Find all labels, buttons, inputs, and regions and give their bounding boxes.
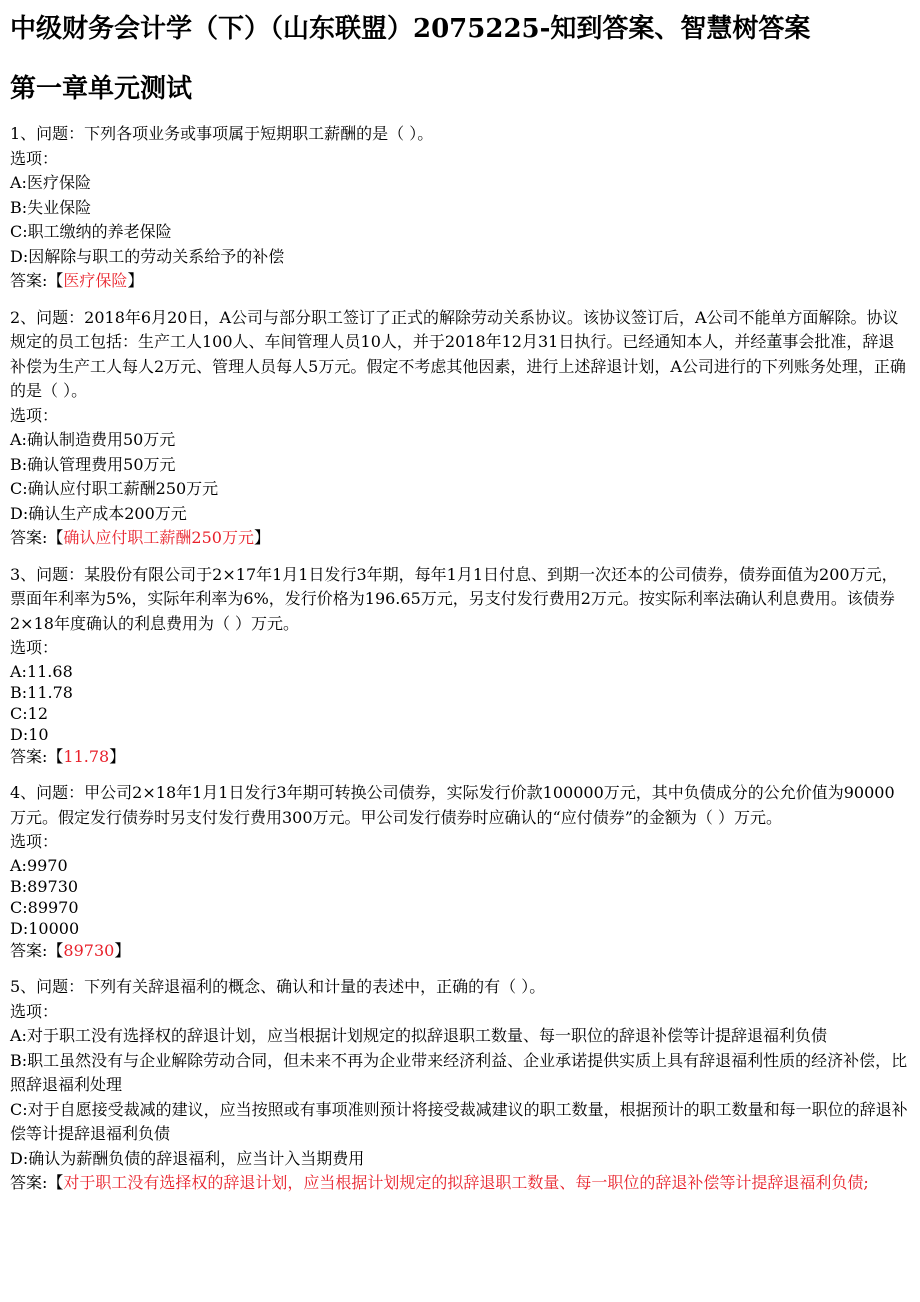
- answer-value: 89730: [63, 940, 115, 960]
- document-title: 中级财务会计学（下）（山东联盟）2075225-知到答案、智慧树答案: [10, 14, 811, 44]
- option-item: B:89730: [10, 876, 79, 896]
- question-block: [10, 563, 910, 770]
- answer-line: [10, 269, 910, 294]
- question-stem: 2、问题：2018年6月20日，A公司与部分职工签订了正式的解除劳动关系协议。该协议签订后，A公司不能单方面解除。协议规定的员工包括：生产工人100人、车间管理人员10人，并于2018年12月31日执行。已经通知本人，并经董事会批准，辞退补偿为生产工人每人2万元、管理人员每人5万元。假定不考虑其他因素，进行上述辞退计划，A公司进行的下列账务处理，正确的是（ ）。: [10, 307, 906, 400]
- answer-label: 答案:: [10, 1173, 48, 1192]
- option-item: A:确认制造费用50万元: [10, 430, 176, 449]
- option-item: B:失业保险: [10, 197, 92, 217]
- options-label: 选项：: [10, 832, 59, 851]
- option-item: C:对于自愿接受裁减的建议，应当按照或有事项准则预计将接受裁减建议的职工数量，根据预计的职工数量和每一职位的辞退补偿等计提辞退福利负债: [10, 1099, 908, 1143]
- answer-label: 答案:: [10, 528, 48, 547]
- answer-close-bracket: 】: [114, 940, 131, 960]
- options-label: 选项：: [10, 148, 59, 168]
- answer-close-bracket: 】: [127, 271, 144, 290]
- answer-open-bracket: 【: [47, 940, 64, 960]
- question-block: [10, 975, 910, 1196]
- question-stem: 5、问题：下列有关辞退福利的概念、确认和计量的表述中，正确的有（ ）。: [10, 977, 546, 996]
- question-block: [10, 781, 910, 963]
- option-item: A:医疗保险: [10, 173, 91, 192]
- answer-close-bracket: 】: [253, 528, 270, 547]
- option-item: C:12: [10, 703, 48, 723]
- option-item: A:对于职工没有选择权的辞退计划，应当根据计划规定的拟辞退职工数量、每一职位的辞退补偿等计提辞退福利负债: [10, 1026, 827, 1045]
- answer-line: [10, 939, 910, 964]
- answer-value: 11.78: [63, 746, 110, 766]
- option-item: D:确认生产成本200万元: [10, 503, 187, 523]
- answer-line: [10, 1171, 910, 1196]
- answer-open-bracket: 【: [47, 1173, 64, 1192]
- question-stem: 1、问题：下列各项业务或事项属于短期职工薪酬的是（ ）。: [10, 124, 434, 143]
- answer-line: [10, 745, 910, 770]
- answer-value: 对于职工没有选择权的辞退计划，应当根据计划规定的拟辞退职工数量、每一职位的辞退补偿等计提辞退福利负债;: [63, 1173, 869, 1192]
- option-item: D:10: [10, 724, 49, 744]
- option-item: A:11.68: [10, 661, 73, 681]
- answer-open-bracket: 【: [47, 528, 64, 547]
- answer-line: [10, 526, 910, 551]
- question-stem: 4、问题：甲公司2×18年1月1日发行3年期可转换公司债券，实际发行价款100000万元，其中负债成分的公允价值为90000万元。假定发行债券时另支付发行费用300万元。甲公司发行债券时应确认的“应付债券”的金额为（ ）万元。: [10, 783, 895, 827]
- answer-value: 确认应付职工薪酬250万元: [63, 528, 254, 547]
- option-item: C:职工缴纳的养老保险: [10, 222, 172, 241]
- question-stem: 3、问题：某股份有限公司于2×17年1月1日发行3年期，每年1月1日付息、到期一次还本的公司债券，债券面值为200万元，票面年利率为5%，实际年利率为6%，发行价格为196.65万元，另支付发行费用2万元。按实际利率法确认利息费用。该债券2×18年度确认的利息费用为（ ）万元。: [10, 564, 898, 633]
- answer-close-bracket: 】: [109, 746, 126, 766]
- options-label: 选项：: [10, 638, 59, 657]
- option-item: B:确认管理费用50万元: [10, 454, 176, 474]
- option-item: C:89970: [10, 897, 79, 917]
- options-label: 选项：: [10, 405, 59, 425]
- option-item: D:因解除与职工的劳动关系给予的补偿: [10, 246, 285, 266]
- answer-label: 答案:: [10, 271, 48, 290]
- option-item: B:11.78: [10, 682, 73, 702]
- answer-label: 答案:: [10, 940, 48, 960]
- answer-open-bracket: 【: [47, 271, 64, 290]
- options-label: 选项：: [10, 1001, 59, 1021]
- option-item: B:职工虽然没有与企业解除劳动合同，但未来不再为企业带来经济利益、企业承诺提供实质上具有辞退福利性质的经济补偿，比照辞退福利处理: [10, 1050, 908, 1094]
- answer-value: 医疗保险: [63, 271, 128, 290]
- option-item: A:9970: [10, 855, 68, 875]
- option-item: D:10000: [10, 918, 80, 938]
- chapter-heading: 第一章单元测试: [10, 74, 193, 104]
- question-block: [10, 306, 910, 551]
- option-item: D:确认为薪酬负债的辞退福利，应当计入当期费用: [10, 1148, 365, 1168]
- option-item: C:确认应付职工薪酬250万元: [10, 479, 219, 498]
- question-block: [10, 122, 910, 294]
- answer-label: 答案:: [10, 746, 48, 766]
- answer-open-bracket: 【: [47, 746, 64, 766]
